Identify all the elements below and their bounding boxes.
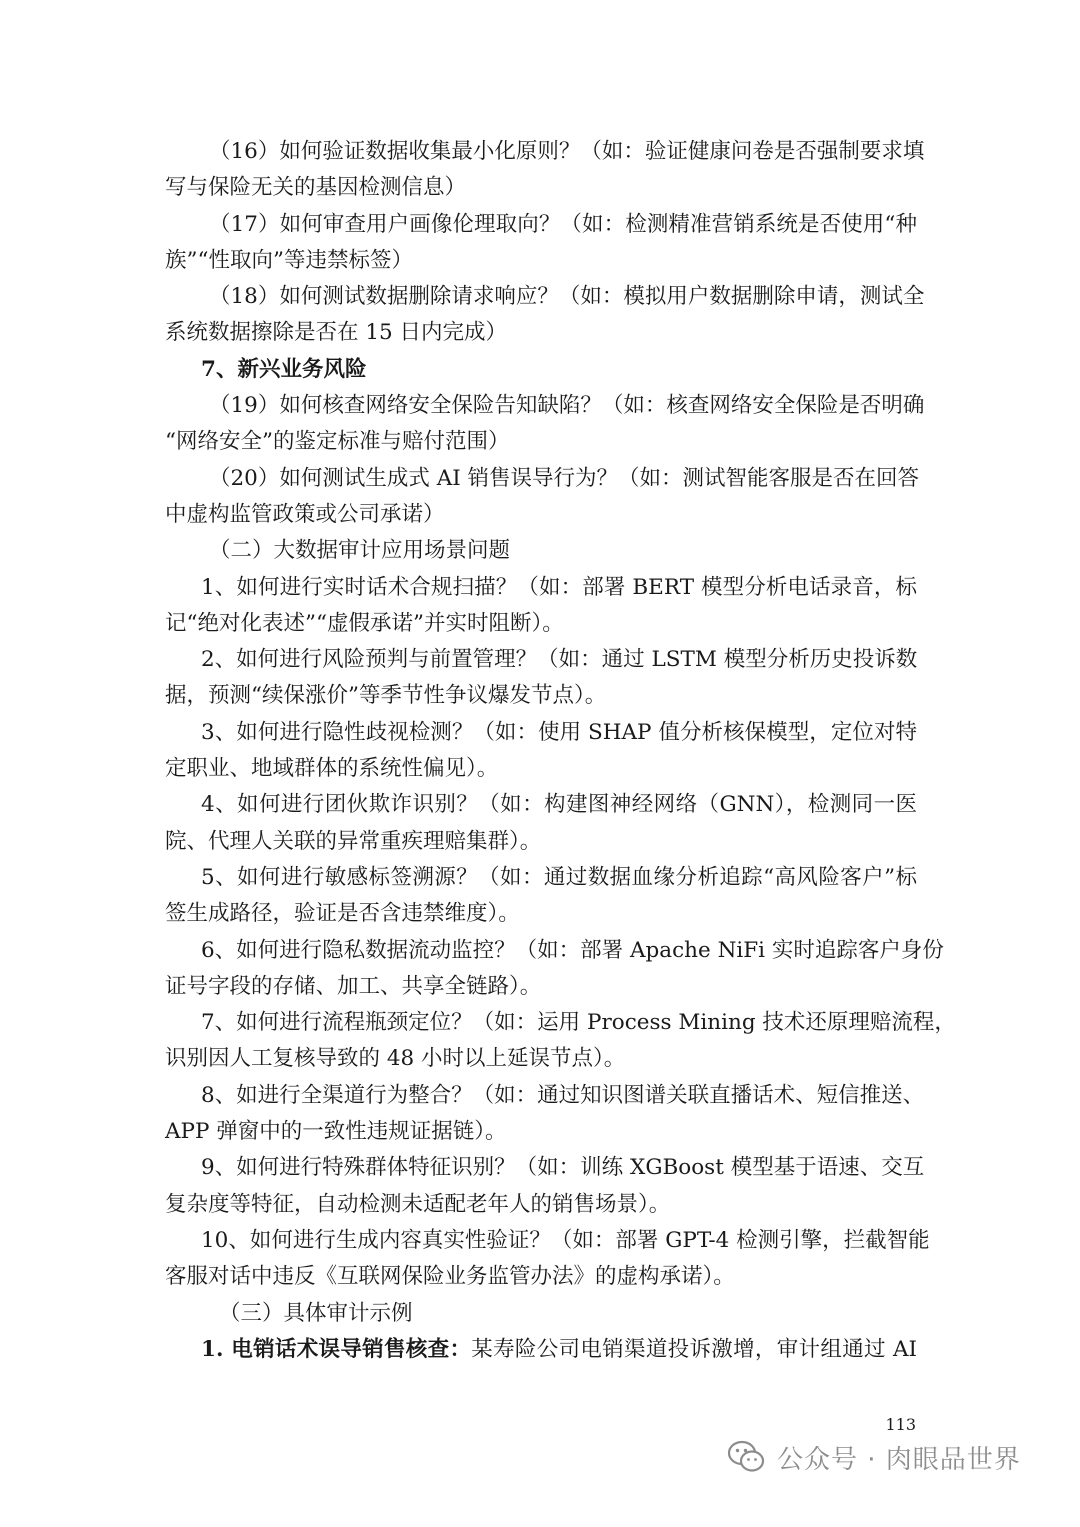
paragraph-line: 9、如何进行特殊群体特征识别？（如：训练 XGBoost 模型基于语速、交互 xyxy=(201,1155,925,1181)
example-label: 1. 电销话术误导销售核查： xyxy=(201,1336,472,1362)
paragraph-line: 识别因人工复核导致的 48 小时以上延误节点）。 xyxy=(165,1046,626,1072)
section-heading: 7、新兴业务风险 xyxy=(201,356,367,382)
example-line xyxy=(165,1332,917,1368)
paragraph-line: 10、如何进行生成内容真实性验证？（如：部署 GPT-4 检测引擎，拦截智能 xyxy=(201,1227,930,1253)
page-number: 113 xyxy=(885,1415,916,1434)
body-text xyxy=(165,134,956,1368)
paragraph-line: 3、如何进行隐性歧视检测？（如：使用 SHAP 值分析核保模型，定位对特 xyxy=(201,719,917,745)
paragraph-line: 1、如何进行实时话术合规扫描？（如：部署 BERT 模型分析电话录音，标 xyxy=(201,574,917,600)
paragraph-line: APP 弹窗中的一致性违规证据链）。 xyxy=(165,1119,507,1145)
paragraph-line: 证号字段的存储、加工、共享全链路）。 xyxy=(165,973,542,999)
example-text: 某寿险公司电销渠道投诉激增，审计组通过 AI xyxy=(471,1336,917,1362)
paragraph-line: （17）如何审查用户画像伦理取向？（如：检测精准营销系统是否使用“种 xyxy=(209,211,917,237)
paragraph-line: 8、如进行全渠道行为整合？（如：通过知识图谱关联直播话术、短信推送、 xyxy=(201,1082,925,1108)
paragraph-line: （18）如何测试数据删除请求响应？（如：模拟用户数据删除申请，测试全 xyxy=(209,284,925,310)
paragraph-line: （16）如何验证数据收集最小化原则？（如：验证健康问卷是否强制要求填 xyxy=(209,139,925,164)
paragraph-line: （20）如何测试生成式 AI 销售误导行为？（如：测试智能客服是否在回答 xyxy=(209,465,920,491)
paragraph-line: 定职业、地域群体的系统性偏见）。 xyxy=(165,756,499,782)
paragraph-line: 复杂度等特征，自动检测未适配老年人的销售场景）。 xyxy=(165,1191,671,1217)
paragraph-line: 客服对话中违反《互联网保险业务监管办法》的虚构承诺）。 xyxy=(165,1264,735,1290)
section-heading: （二）大数据审计应用场景问题 xyxy=(209,538,511,564)
paragraph-line: 据，预测“续保涨价”等季节性争议爆发节点）。 xyxy=(165,683,607,709)
paragraph-line: 6、如何进行隐私数据流动监控？（如：部署 Apache NiFi 实时追踪客户身份 xyxy=(201,937,944,963)
paragraph-line: 记“绝对化表述”“虚假承诺”并实时阻断）。 xyxy=(165,610,564,636)
paragraph-line: “网络安全”的鉴定标准与赔付范围） xyxy=(165,429,510,455)
paragraph-line: 7、如何进行流程瓶颈定位？（如：运用 Process Mining 技术还原理赔流程， xyxy=(201,1010,956,1036)
paragraph-line: 系统数据擦除是否在 15 日内完成） xyxy=(165,320,508,346)
paragraph-line: 5、如何进行敏感标签溯源？（如：通过数据血缘分析追踪“高风险客户”标 xyxy=(201,864,917,890)
paragraph-line: 4、如何进行团伙欺诈识别？（如：构建图神经网络（GNN），检测同一医 xyxy=(201,792,917,818)
paragraph-line: 院、代理人关联的异常重疾理赔集群）。 xyxy=(165,828,542,854)
paragraph-line: 写与保险无关的基因检测信息） xyxy=(165,175,467,201)
paragraph-line: 族”“性取向”等违禁标签） xyxy=(165,247,413,273)
watermark xyxy=(727,1432,1021,1482)
paragraph-line: （19）如何核查网络安全保险告知缺陷？（如：核查网络安全保险是否明确 xyxy=(209,393,925,419)
wechat-icon xyxy=(727,1440,765,1474)
paragraph-line: 中虚构监管政策或公司承诺） xyxy=(165,501,445,527)
paragraph-line: 2、如何进行风险预判与前置管理？（如：通过 LSTM 模型分析历史投诉数 xyxy=(201,647,918,673)
watermark-text: 公众号 · 肉眼品世界 xyxy=(777,1444,1021,1475)
section-heading: （三）具体审计示例 xyxy=(219,1300,413,1326)
paragraph-line: 签生成路径，验证是否含违禁维度）。 xyxy=(165,901,520,927)
